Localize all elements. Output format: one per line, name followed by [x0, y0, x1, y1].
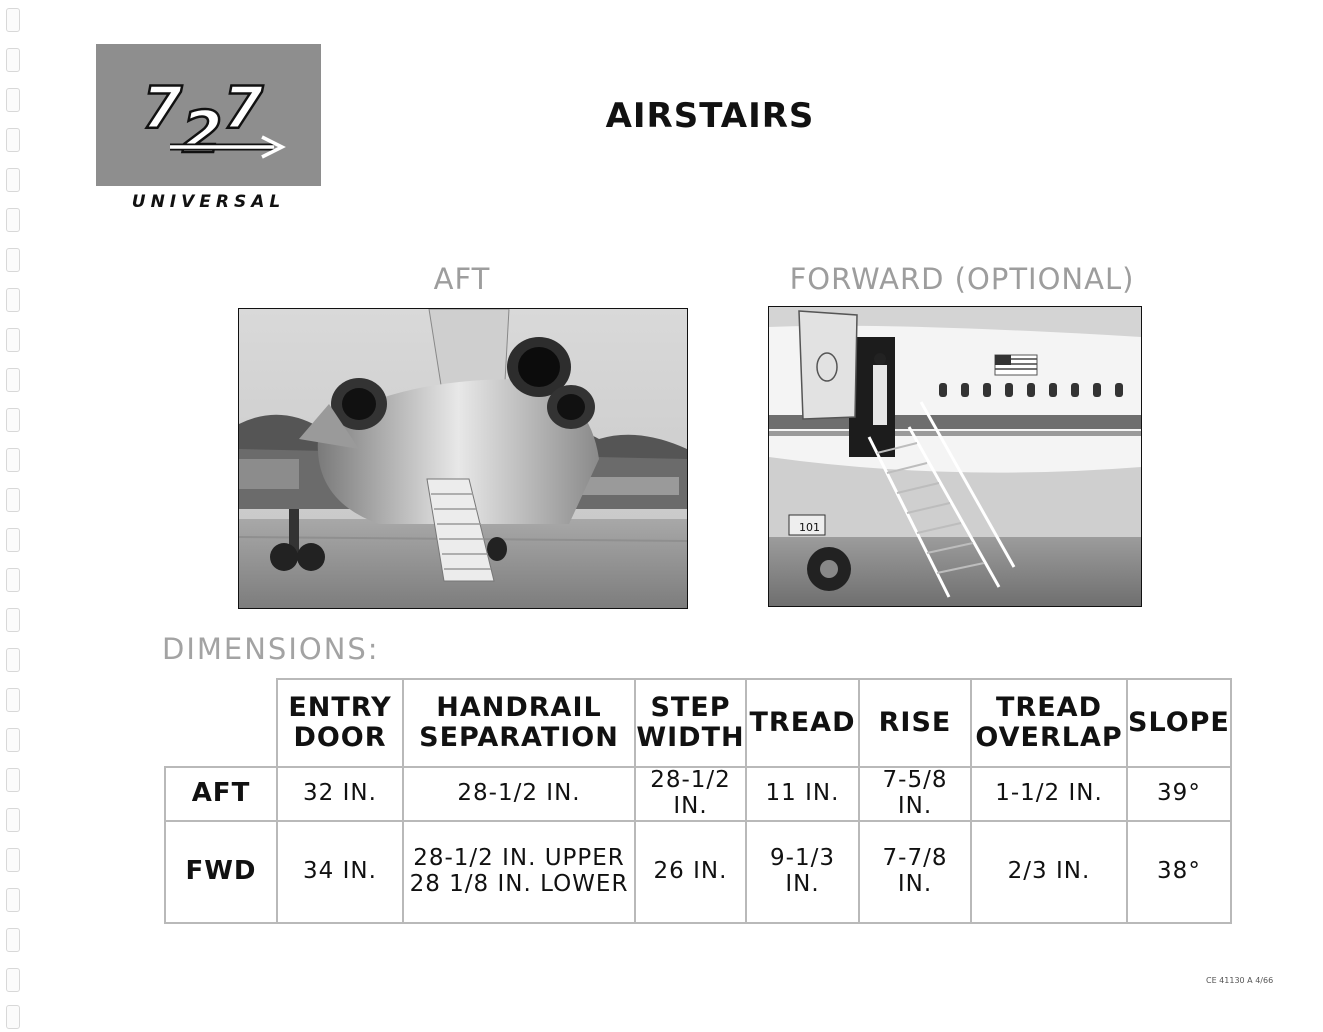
binding-hole	[6, 888, 20, 912]
binding-hole	[6, 848, 20, 872]
fwd-tread-overlap	[971, 821, 1127, 923]
forward-photo-caption: FORWARD (OPTIONAL)	[789, 262, 1135, 296]
column-header-tread-overlap	[971, 679, 1127, 767]
fwd-slope	[1127, 821, 1231, 923]
svg-text:2: 2	[182, 98, 223, 166]
aft-tread-overlap	[971, 767, 1127, 821]
aft-handrail-separation	[403, 767, 635, 821]
cell-line: 2/3 IN.	[1007, 858, 1091, 885]
binding-hole	[6, 88, 20, 112]
cell-line: 7-5/8	[882, 767, 948, 794]
binding-strip	[0, 0, 34, 1032]
page-title: AIRSTAIRS	[605, 96, 815, 136]
cell-line: 28-1/2 IN.	[457, 780, 581, 807]
binding-hole	[6, 1005, 20, 1029]
binding-hole	[6, 528, 20, 552]
cell-line: 28 1/8 IN. LOWER	[409, 871, 629, 897]
cell-line: 28-1/2	[650, 767, 731, 794]
column-header-rise	[859, 679, 971, 767]
column-header-entry-door	[277, 679, 403, 767]
binding-hole	[6, 368, 20, 392]
header-line: ENTRY	[288, 691, 392, 723]
header-line: SLOPE	[1128, 706, 1230, 738]
table-row-fwd	[165, 821, 1231, 923]
column-header-step-width	[635, 679, 746, 767]
binding-hole	[6, 208, 20, 232]
cell-line: 34 IN.	[303, 858, 377, 885]
header-line: DOOR	[293, 722, 387, 753]
binding-hole	[6, 968, 20, 992]
aft-entry-door	[277, 767, 403, 821]
logo-727-mark	[96, 44, 321, 186]
binding-hole	[6, 928, 20, 952]
header-line: RISE	[878, 706, 952, 738]
header-row	[165, 679, 1231, 767]
binding-hole	[6, 248, 20, 272]
binding-hole	[6, 8, 20, 32]
cell-line: 11 IN.	[765, 780, 840, 807]
fwd-handrail-separation	[403, 821, 635, 923]
header-line: HANDRAIL	[436, 691, 602, 723]
column-header-tread	[746, 679, 859, 767]
svg-text:7: 7	[223, 74, 264, 142]
fwd-step-width	[635, 821, 746, 923]
cell-line: IN.	[897, 871, 933, 897]
aft-airstairs-photo	[238, 308, 688, 609]
binding-hole	[6, 408, 20, 432]
column-header-slope	[1127, 679, 1231, 767]
fwd-tread	[746, 821, 859, 923]
aft-tread	[746, 767, 859, 821]
cell-line: 28-1/2 IN. UPPER	[413, 845, 625, 872]
binding-hole	[6, 168, 20, 192]
svg-text:7: 7	[142, 74, 183, 142]
binding-hole	[6, 768, 20, 792]
binding-hole	[6, 488, 20, 512]
logo-brand: UNIVERSAL	[131, 192, 286, 212]
binding-hole	[6, 728, 20, 752]
binding-hole	[6, 608, 20, 632]
aft-photo-caption: AFT	[433, 262, 491, 296]
dimensions-table	[164, 678, 1232, 924]
binding-hole	[6, 128, 20, 152]
cell-line: IN.	[785, 871, 820, 897]
aft-rise	[859, 767, 971, 821]
binding-hole	[6, 648, 20, 672]
row-label-fwd: FWD	[165, 821, 277, 923]
binding-hole	[6, 568, 20, 592]
header-line: WIDTH	[636, 722, 745, 753]
cell-line: 32 IN.	[303, 780, 377, 807]
cell-line: 9-1/3	[770, 845, 835, 872]
header-line: STEP	[650, 691, 731, 723]
aft-slope	[1127, 767, 1231, 821]
binding-hole	[6, 688, 20, 712]
cell-line: 39°	[1157, 780, 1201, 807]
binding-hole	[6, 448, 20, 472]
cell-line: 7-7/8	[882, 845, 948, 872]
fwd-rise	[859, 821, 971, 923]
forward-tail-number: 101	[799, 521, 820, 534]
cell-line: 26 IN.	[653, 858, 728, 885]
document-code: CE 41130 A 4/66	[1206, 976, 1274, 985]
logo-727	[96, 44, 321, 186]
cell-line: IN.	[897, 793, 933, 819]
empty-corner-cell	[165, 679, 277, 767]
header-line: SEPARATION	[419, 722, 619, 753]
aft-step-width	[635, 767, 746, 821]
forward-airstairs-photo	[768, 306, 1142, 607]
binding-hole	[6, 48, 20, 72]
cell-line: 1-1/2 IN.	[995, 780, 1103, 807]
header-line: TREAD	[749, 706, 856, 738]
fwd-entry-door	[277, 821, 403, 923]
binding-hole	[6, 288, 20, 312]
header-line: TREAD	[996, 691, 1102, 723]
header-line: OVERLAP	[975, 722, 1123, 753]
binding-hole	[6, 328, 20, 352]
cell-line: IN.	[673, 793, 708, 819]
column-header-handrail-separation	[403, 679, 635, 767]
dimensions-heading: DIMENSIONS:	[162, 632, 380, 666]
binding-hole	[6, 808, 20, 832]
row-label-aft: AFT	[165, 767, 277, 821]
table-row-aft	[165, 767, 1231, 821]
cell-line: 38°	[1157, 858, 1201, 885]
